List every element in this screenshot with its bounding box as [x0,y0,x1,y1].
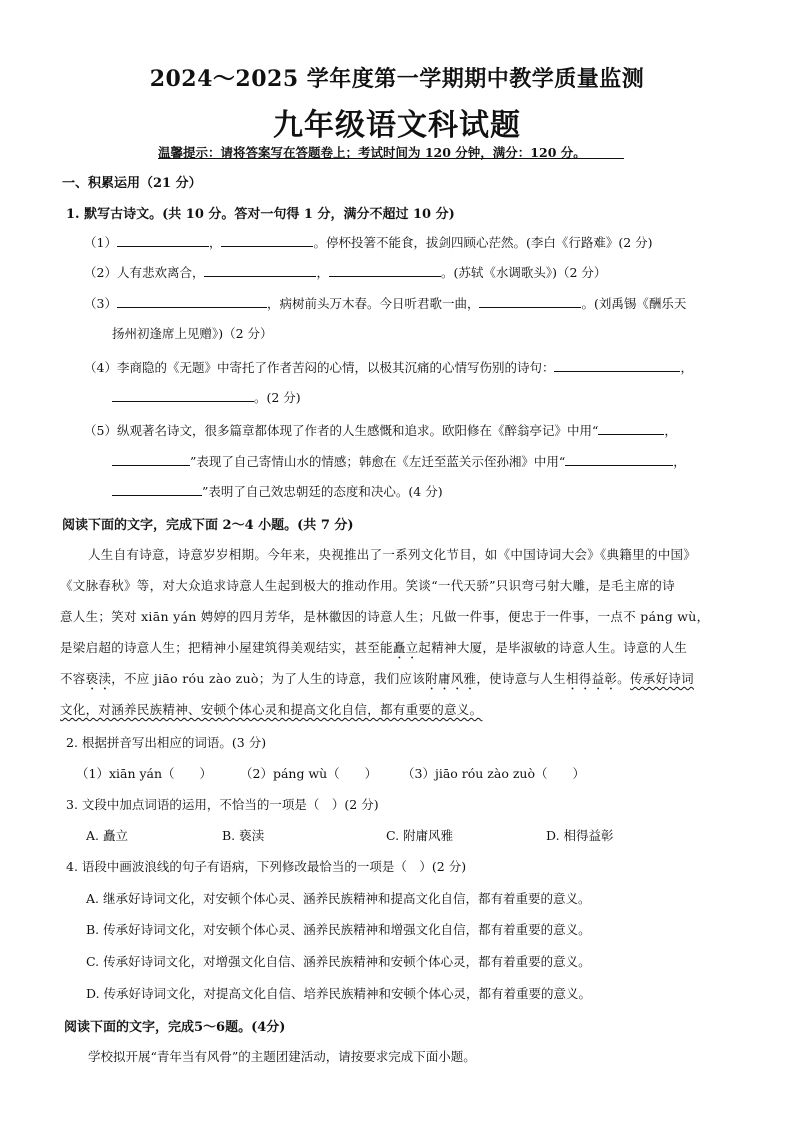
answer-blank [204,263,316,277]
passage-line: 不容亵渎，不应 jiāo róu zào zuò；为了人生的诗意，我们应该附庸风雅，使诗意与人生相得益彰。传承好诗词 [60,671,694,686]
item-number: （1） [84,235,117,250]
tip-underline [158,158,624,159]
passage-line: 意人生；笑对 xiān yán 娉婷的四月芳华，是林徽因的诗意人生；凡做一件事，便忠于一件事，一点不 páng wù， [60,609,710,624]
reading-heading-2: 阅读下面的文字，完成5～6题。(4分) [64,1020,286,1035]
dotted-word: 附庸风雅 [425,671,477,686]
question-2-option: （2）páng wù（ ） [240,766,378,781]
question-3-option-a: A. 矗立 [86,828,128,843]
question-1-item-3: （3） ，病树前头万木春。今日听君歌一曲， 。(刘禹锡《酬乐天 [84,296,687,311]
answer-blank [117,294,267,308]
question-4-prompt: 4. 语段中画波浪线的句子有语病，下列修改最恰当的一项是（ ）(2 分) [66,859,467,874]
question-4-option-a: A. 继承好诗词文化，对安顿个体心灵、涵养民族精神和提高文化自信，都有着重要的意义。 [86,891,591,906]
exam-subtitle: 九年级语文科试题 [273,108,521,143]
dotted-word: 矗立 [392,640,419,655]
answer-blank [112,482,202,496]
question-1-prompt: 1. 默写古诗文。(共 10 分。答对一句得 1 分，满分不超过 10 分) [66,207,455,222]
question-3-option-b: B. 亵渎 [222,828,265,843]
question-3-option-d: D. 相得益彰 [546,828,614,843]
answer-blank [329,263,441,277]
answer-blank [221,233,313,247]
passage-line: 是梁启超的诗意人生；把精神小屋建筑得美观结实，甚至能矗立起精神大厦，是毕淑敏的诗意人生。诗意的人生 [60,640,688,655]
question-3-option-c: C. 附庸风雅 [386,828,454,843]
answer-blank [117,233,209,247]
question-3-prompt: 3. 文段中加点词语的运用，不恰当的一项是（ ）(2 分) [66,797,379,812]
reading-heading-1: 阅读下面的文字，完成下面 2～4 小题。(共 7 分) [62,518,354,533]
reading-2-intro: 学校拟开展“青年当有风骨”的主题团建活动，请按要求完成下面小题。 [88,1049,476,1064]
question-4-option-d: D. 传承好诗词文化，对提高文化自信、培养民族精神和安顿个体心灵，都有着重要的意义。 [86,986,592,1001]
question-1-item-2: （2）人有悲欢离合， ， 。(苏轼《水调歌头》)（2 分） [84,265,607,280]
question-1-item-4: （4）李商隐的《无题》中寄托了作者苦闷的心情，以极其沉痛的心情写伤别的诗句： ， [84,360,693,375]
dotted-word: 亵渎 [85,671,112,686]
passage-line: 《文脉春秋》等，对大众追求诗意人生起到极大的推动作用。笑谈“一代天骄”只识弯弓射大雕，是毛主席的诗 [60,578,675,593]
section-heading-1: 一、积累运用（21 分） [62,176,202,191]
passage-line [60,700,482,718]
wavy-sentence: 文化，对涵养民族精神、安顿个体心灵和提高文化自信，都有重要的意义。 [60,702,483,717]
answer-blank [598,421,664,435]
question-1-item-5-line-2: ”表现了自己寄情山水的情感；韩愈在《左迁至蓝关示侄孙湘》中用“ ， [112,452,686,470]
question-2-prompt: 2. 根据拼音写出相应的词语。(3 分) [66,735,267,750]
question-2-option: （3）jiāo róu zào zuò（ ） [402,766,586,781]
answer-blank [112,452,190,466]
question-4-option-b: B. 传承好诗词文化，对安顿个体心灵、涵养民族精神和增强文化自信，都有着重要的意义。 [86,922,591,937]
answer-blank [479,294,581,308]
warm-tip: 温馨提示：请将答案写在答题卷上；考试时间为 120 分钟，满分：120 分。 [158,145,586,160]
question-1-item-4-cont: 。(2 分) [112,388,301,406]
passage-line: 人生自有诗意，诗意岁岁相期。今年来，央视推出了一系列文化节目，如《中国诗词大会》《典籍里的中国》 [88,547,697,562]
question-1-item-1: （1） ， 。停杯投箸不能食，拔剑四顾心茫然。(李白《行路难》(2 分) [84,235,653,250]
question-1-item-3-cont: 扬州初逢席上见赠》)（2 分） [112,326,273,341]
question-1-item-5: （5）纵观著名诗文，很多篇章都体现了作者的人生感慨和追求。欧阳修在《醉翁亭记》中用“ ， [84,423,677,438]
answer-blank [112,388,254,402]
question-1-item-5-line-3: ”表明了自己效忠朝廷的态度和决心。(4 分) [112,482,443,500]
question-2-option: （1）xiān yán（ ） [76,766,213,781]
answer-blank [565,452,673,466]
dotted-word: 相得益彰 [565,671,618,686]
question-4-option-c: C. 传承好诗词文化，对增强文化自信、涵养民族精神和安顿个体心灵，都有着重要的意义。 [86,954,591,969]
wavy-sentence: 传承好诗词 [629,671,694,686]
exam-title: 2024～2025 学年度第一学期期中教学质量监测 [149,66,645,92]
answer-blank [554,358,680,372]
